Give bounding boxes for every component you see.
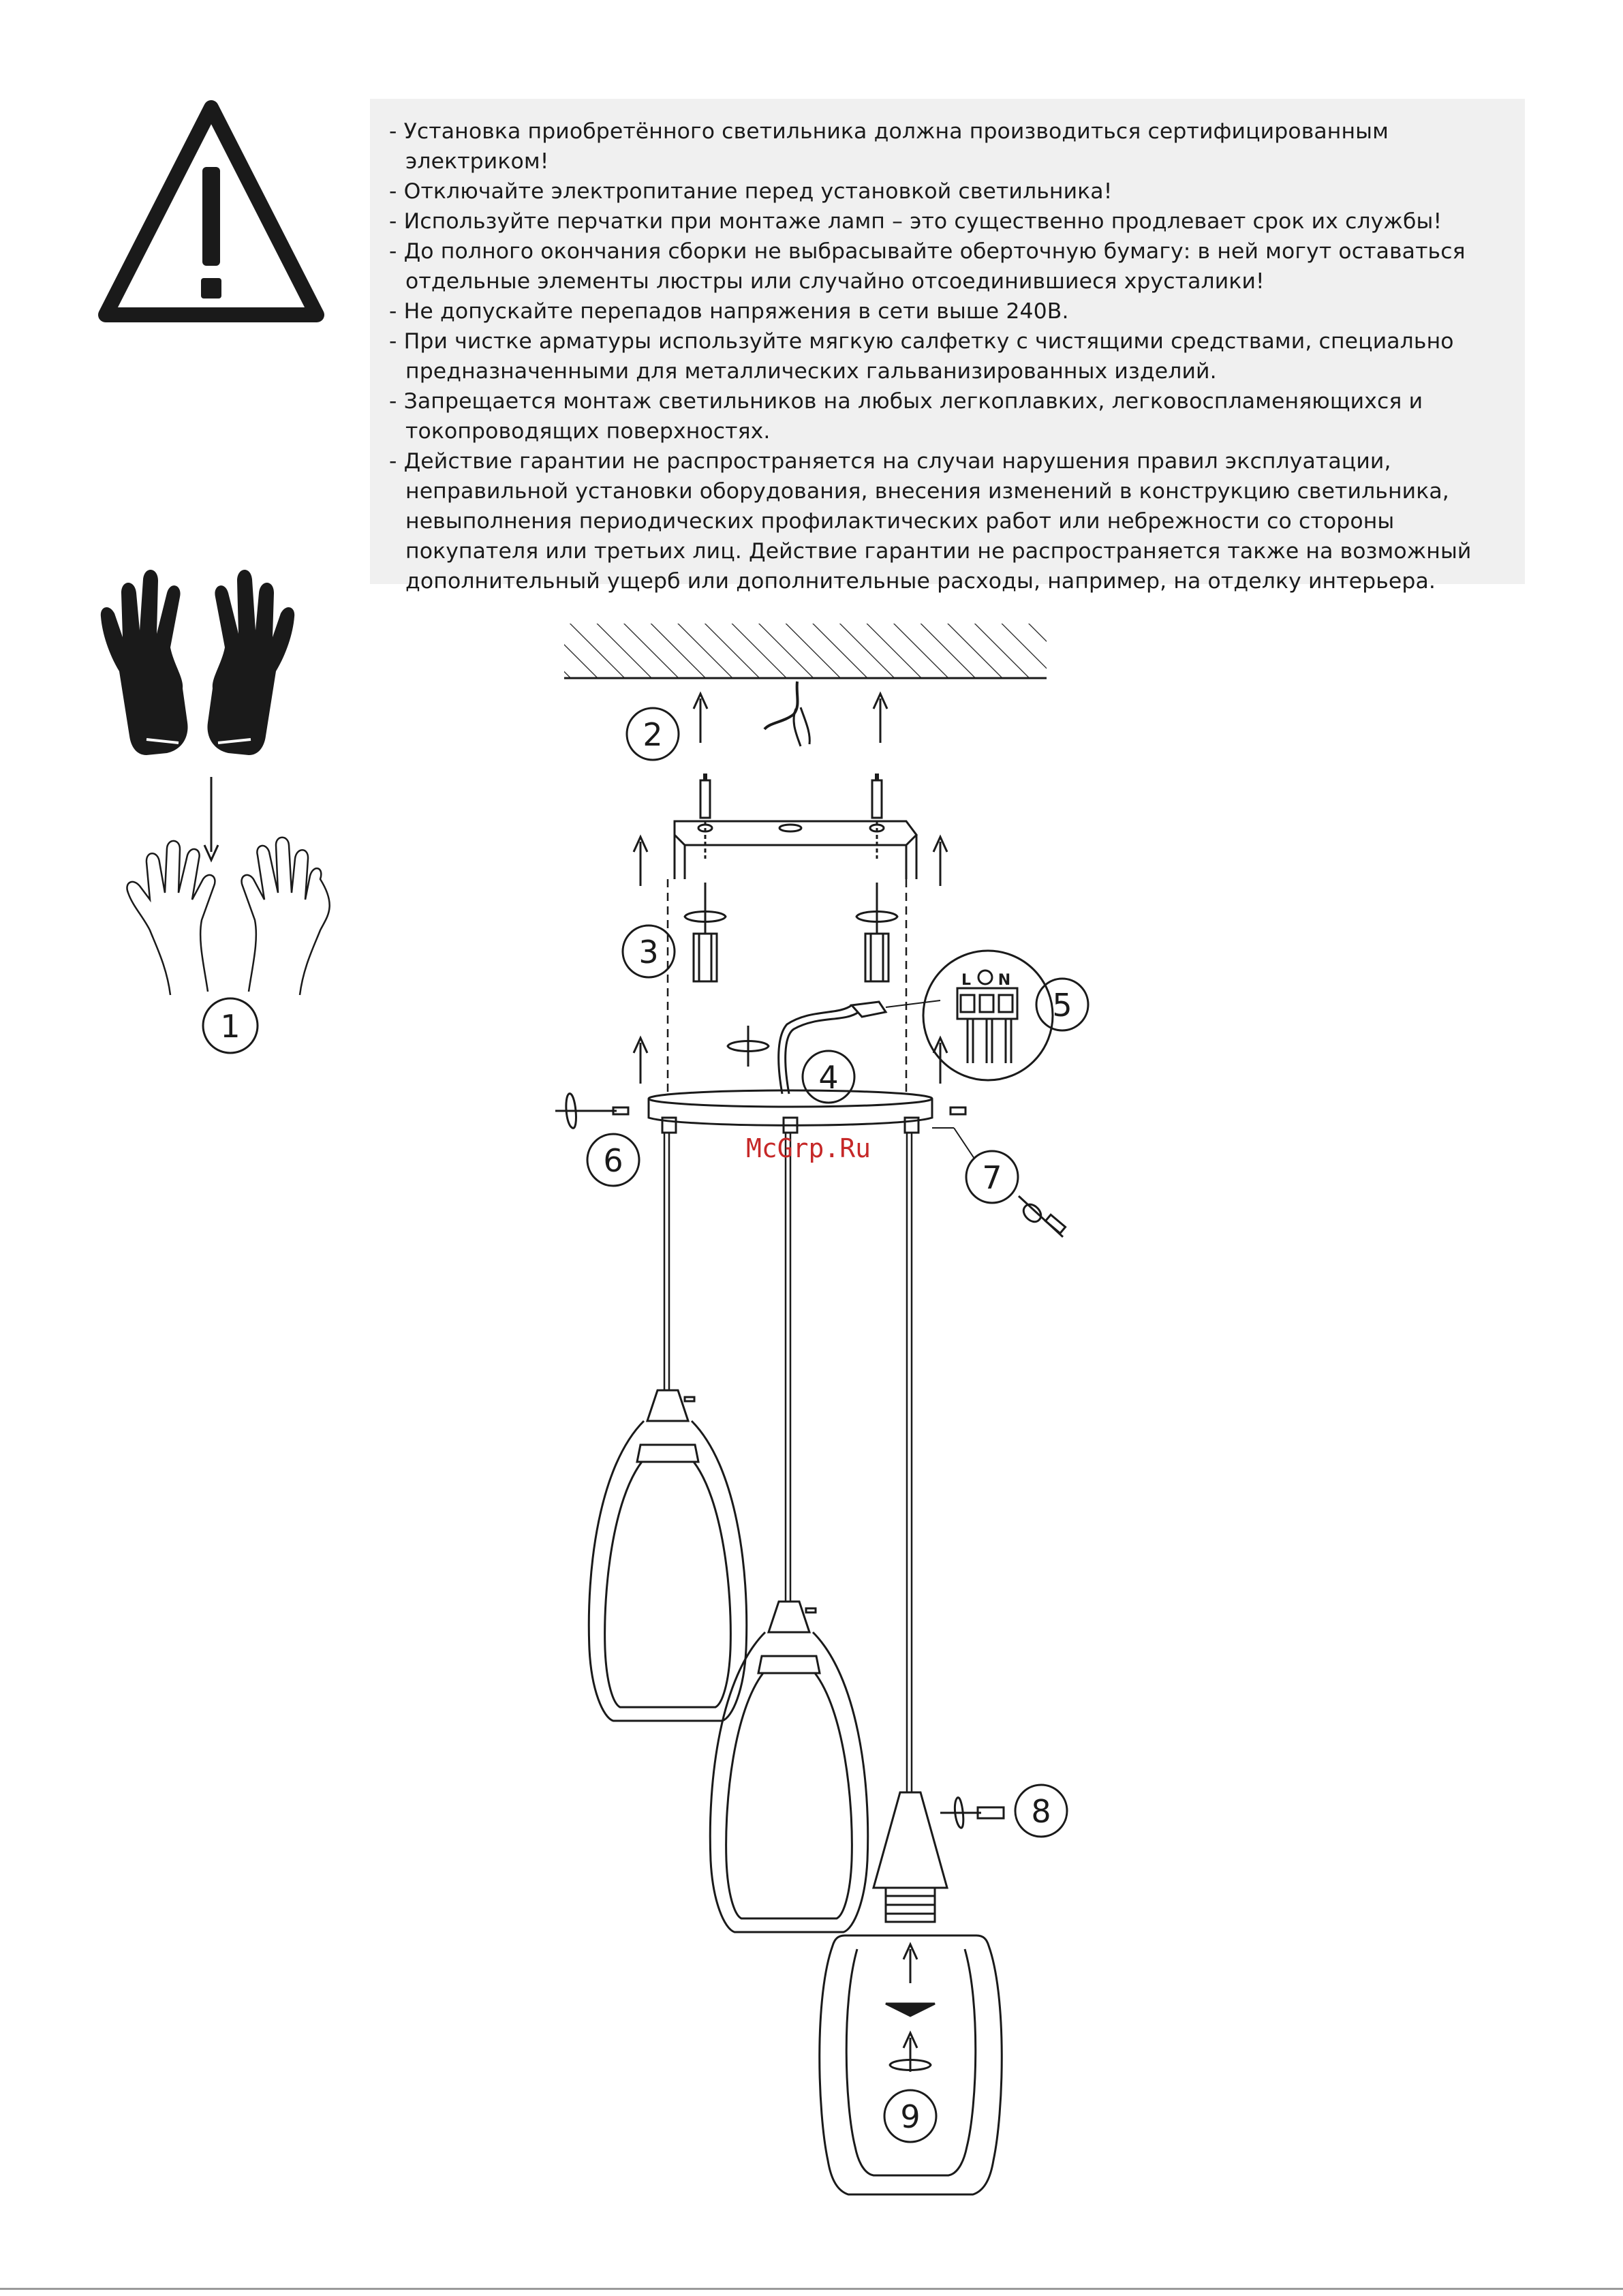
glass-shade [589, 1390, 746, 1721]
screwdriver-icon [940, 1798, 1004, 1828]
notice-item: - Отключайте электропитание перед установкой светильника! [389, 179, 1113, 204]
mounting-bracket [675, 821, 916, 879]
watermark: McGrp.Ru [746, 1133, 871, 1163]
step-number-8: 8 [1031, 1793, 1051, 1830]
dowel-icon [685, 883, 897, 981]
arrow-up-icon [634, 837, 947, 1084]
notice-item: - При чистке арматуры используйте мягкую салфетку с чистящими средствами, специально предназначенными для металлических гальванизированных изделий. [389, 329, 1454, 384]
lamp-socket [874, 1792, 947, 1922]
step-number-6: 6 [603, 1142, 623, 1179]
notice-item: - Используйте перчатки при монтаже ламп – это существенно продлевает срок их службы! [389, 209, 1442, 234]
ceiling-canopy [649, 1090, 932, 1133]
step-number-5: 5 [1052, 987, 1072, 1024]
notice-item: - До полного окончания сборки не выбрасывайте оберточную бумагу: в ней могут оставаться отдельные элементы люстры или случайно отсоединившиеся хрусталики! [389, 239, 1466, 294]
step-number-1: 1 [220, 1008, 241, 1045]
step-number-9: 9 [900, 2098, 921, 2135]
notice-item: - Запрещается монтаж светильников на любых легкоплавких, легковоспламеняющихся и токопроводящих поверхностях. [389, 389, 1423, 444]
terminal-label-live: L [961, 972, 972, 989]
notice-item: - Не допускайте перепадов напряжения в сети выше 240В. [389, 299, 1069, 324]
gloves-icon [101, 570, 294, 755]
step-number-4: 4 [818, 1059, 839, 1096]
arrow-up-icon [694, 694, 887, 743]
glass-shade [710, 1602, 867, 1932]
step-number-7: 7 [982, 1159, 1002, 1196]
hands-icon [127, 838, 329, 995]
notice-item: - Действие гарантии не распространяется на случаи нарушения правил эксплуатации, неправильной установки оборудования, внесения изменений в конструкцию светильника, невыполнения периодических профилактических работ или небрежности со стороны покупателя или третьих лиц. Действие гарантии не распространяется также на возможный дополнительный ущерб или дополнительные расходы, например, на отделку интерьера. [389, 449, 1472, 594]
step-number-2: 2 [643, 716, 663, 753]
step-number-3: 3 [638, 934, 659, 970]
terminal-label-neutral: N [998, 972, 1011, 989]
notice-item: - Установка приобретённого светильника должна производиться сертифицированным электриком! [389, 119, 1389, 174]
footer-divider [0, 2288, 1623, 2290]
